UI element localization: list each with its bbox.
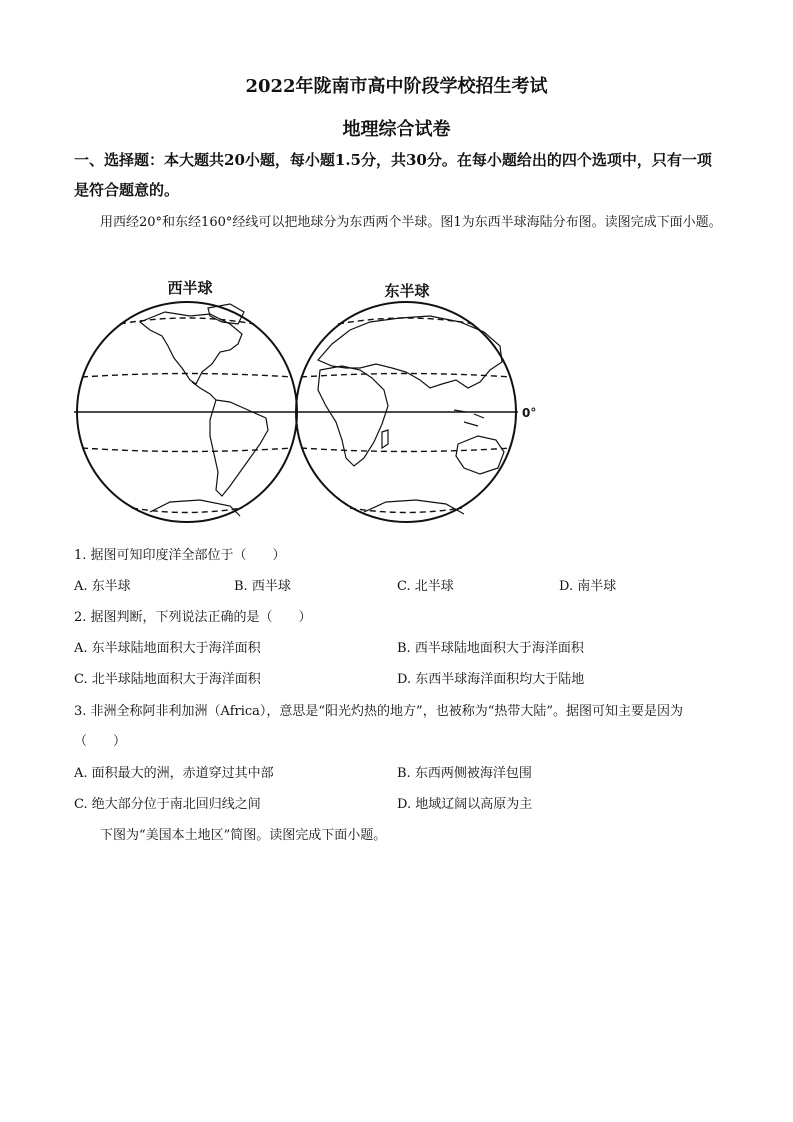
question-3-option-b[interactable]: B. 东西两侧被海洋包围 [397, 766, 532, 781]
page-title: 2022年陇南市高中阶段学校招生考试 [245, 76, 548, 97]
question-2-option-a[interactable]: A. 东半球陆地面积大于海洋面积 [74, 641, 261, 656]
intro-text: 用西经20°和东经160°经线可以把地球分为东西两个半球。图1为东西半球海陆分布图。读图完成下面小题。 [100, 215, 722, 230]
south-america-outline [210, 400, 268, 496]
page-subtitle: 地理综合试卷 [342, 119, 451, 140]
equator-label: 0° [522, 406, 537, 420]
west-tropic-south [82, 448, 292, 452]
question-1-option-b[interactable]: B. 西半球 [234, 579, 291, 594]
madagascar-outline [382, 430, 388, 448]
question-2-option-b[interactable]: B. 西半球陆地面积大于海洋面积 [397, 641, 584, 656]
west-antarctic-circle [132, 508, 242, 513]
question-3-stem: 3. 非洲全称阿非利加洲（Africa），意思是“阳光灼热的地方”，也被称为“热带大陆”。据图可知主要是因为（ ） [74, 704, 683, 749]
australia-outline [456, 436, 504, 474]
west-hemisphere-label: 西半球 [167, 279, 213, 297]
east-hemisphere-label: 东半球 [384, 282, 430, 300]
question-1-option-a[interactable]: A. 东半球 [74, 579, 131, 594]
east-landmasses [318, 316, 504, 514]
intro-text-2: 下图为“美国本土地区”简图。读图完成下面小题。 [100, 828, 387, 843]
question-3-option-a[interactable]: A. 面积最大的洲，赤道穿过其中部 [74, 766, 274, 781]
west-landmasses [140, 304, 268, 516]
question-2-option-d[interactable]: D. 东西半球海洋面积均大于陆地 [397, 672, 585, 687]
east-tropic-south [301, 448, 511, 452]
question-3-option-c[interactable]: C. 绝大部分位于南北回归线之间 [74, 797, 261, 812]
question-3-option-d[interactable]: D. 地域辽阔以高原为主 [397, 797, 533, 812]
east-tropic-north [301, 374, 511, 378]
question-1-option-d[interactable]: D. 南半球 [559, 579, 617, 594]
question-1-option-c[interactable]: C. 北半球 [397, 579, 454, 594]
question-1-stem: 1. 据图可知印度洋全部位于（ ） [74, 548, 286, 563]
section-heading: 一、选择题：本大题共20小题，每小题1.5分，共30分。在每小题给出的四个选项中，只有一项是符合题意的。 [74, 151, 712, 199]
central-america-outline [192, 382, 216, 400]
question-2-option-c[interactable]: C. 北半球陆地面积大于海洋面积 [74, 672, 261, 687]
hemisphere-map [70, 272, 550, 534]
question-2-stem: 2. 据图判断，下列说法正确的是（ ） [74, 610, 312, 625]
